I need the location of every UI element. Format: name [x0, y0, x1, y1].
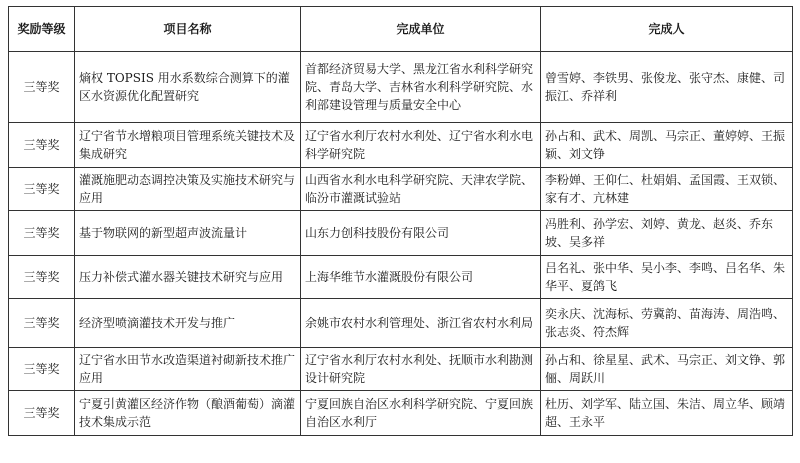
table-row	[9, 123, 793, 168]
completing-unit-cell: 首都经济贸易大学、黑龙江省水利科学研究院、青岛大学、吉林省水利科学研究院、水利部建设管理与质量安全中心	[301, 52, 541, 123]
completers-cell: 冯胜利、孙学宏、刘婷、黄龙、赵炎、乔东坡、吴多祥	[541, 211, 793, 256]
completers-cell: 奕永庆、沈海标、劳冀韵、苗海涛、周浩鸣、张志炎、符杰辉	[541, 299, 793, 348]
project-name-cell: 经济型喷滴灌技术开发与推广	[75, 299, 301, 348]
table-row	[9, 256, 793, 299]
completers-cell: 李粉婵、王仰仁、杜娟娟、孟国霞、王双锁、家有才、亢林建	[541, 168, 793, 211]
completers-cell: 曾雪婷、李铁男、张俊龙、张守杰、康健、司振江、乔祥利	[541, 52, 793, 123]
award-level-cell: 三等奖	[9, 168, 75, 211]
project-name-cell: 压力补偿式灌水器关键技术研究与应用	[75, 256, 301, 299]
completers-cell: 孙占和、武术、周凯、马宗正、董婷婷、王振颖、刘文铮	[541, 123, 793, 168]
table-row	[9, 299, 793, 348]
table-header-row	[9, 7, 793, 52]
award-level-cell: 三等奖	[9, 52, 75, 123]
award-level-cell: 三等奖	[9, 123, 75, 168]
project-name-cell: 熵权 TOPSIS 用水系数综合测算下的灌区水资源优化配置研究	[75, 52, 301, 123]
project-name-cell: 灌溉施肥动态调控决策及实施技术研究与应用	[75, 168, 301, 211]
header-project-name: 项目名称	[75, 7, 301, 52]
project-name-cell: 辽宁省节水增粮项目管理系统关键技术及集成研究	[75, 123, 301, 168]
header-completing-unit: 完成单位	[301, 7, 541, 52]
award-level-cell: 三等奖	[9, 391, 75, 436]
award-level-cell: 三等奖	[9, 299, 75, 348]
completers-cell: 孙占和、徐星星、武术、马宗正、刘文铮、郭俪、周跃川	[541, 348, 793, 391]
completers-cell: 吕名礼、张中华、吴小李、李鸣、吕名华、朱华平、夏鸽飞	[541, 256, 793, 299]
header-award-level: 奖励等级	[9, 7, 75, 52]
completing-unit-cell: 山西省水利水电科学研究院、天津农学院、临汾市灌溉试验站	[301, 168, 541, 211]
project-name-cell: 基于物联网的新型超声波流量计	[75, 211, 301, 256]
table-row	[9, 168, 793, 211]
completers-cell: 杜历、刘学军、陆立国、朱洁、周立华、顾靖超、王永平	[541, 391, 793, 436]
project-name-cell: 辽宁省水田节水改造渠道衬砌新技术推广应用	[75, 348, 301, 391]
project-name-cell: 宁夏引黄灌区经济作物（酿酒葡萄）滴灌技术集成示范	[75, 391, 301, 436]
award-level-cell: 三等奖	[9, 256, 75, 299]
table-row	[9, 52, 793, 123]
completing-unit-cell: 上海华维节水灌溉股份有限公司	[301, 256, 541, 299]
table-row	[9, 391, 793, 436]
completing-unit-cell: 宁夏回族自治区水利科学研究院、宁夏回族自治区水利厅	[301, 391, 541, 436]
completing-unit-cell: 辽宁省水利厅农村水利处、辽宁省水利水电科学研究院	[301, 123, 541, 168]
completing-unit-cell: 辽宁省水利厅农村水利处、抚顺市水利勘测设计研究院	[301, 348, 541, 391]
completing-unit-cell: 山东力创科技股份有限公司	[301, 211, 541, 256]
header-completers: 完成人	[541, 7, 793, 52]
award-level-cell: 三等奖	[9, 348, 75, 391]
completing-unit-cell: 余姚市农村水利管理处、浙江省农村水利局	[301, 299, 541, 348]
awards-table	[8, 6, 793, 436]
award-level-cell: 三等奖	[9, 211, 75, 256]
table-row	[9, 348, 793, 391]
table-row	[9, 211, 793, 256]
